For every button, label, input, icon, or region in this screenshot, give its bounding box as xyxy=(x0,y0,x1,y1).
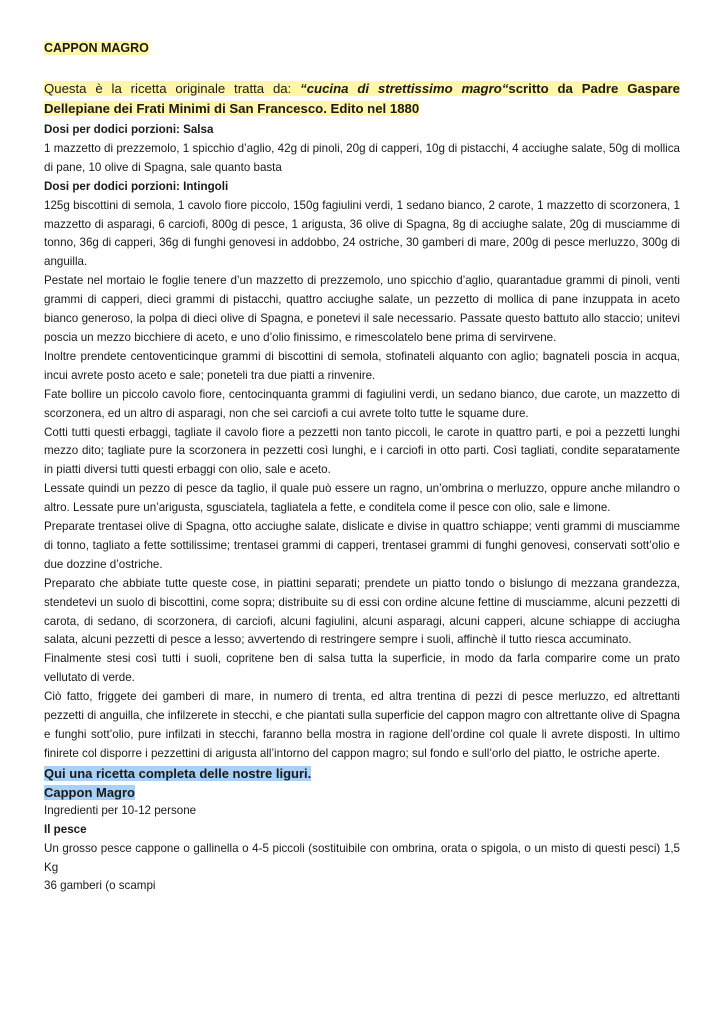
recipe-paragraph: Finalmente stesi così tutti i suoli, copritene ben di salsa tutta la superficie, in modo da farla comparire come un prato vellutato di verde. xyxy=(44,652,680,685)
recipe-paragraph: Ciò fatto, friggete dei gamberi di mare, in numero di trenta, ed altra trentina di pezzi di pesce merluzzo, ed altrettanti pezzetti di anguilla, che infilzerete in stecchi, e che piantati sulla superficie del cappon magro con altrettante olive di Spagna e funghi sott’olio, pure infilzati in stecchi, faranno bella mostra in ragione dell’ordine col quale li avrete disposti. In ultimo finirete col disporre i pezzettini di arigusta all’intorno del cappon magro; sul fondo e sull’orlo del piatto, le ostriche aperte. xyxy=(44,690,680,760)
intro-lead: Questa è la ricetta originale tratta da: xyxy=(44,81,301,96)
intro-paragraph xyxy=(44,79,680,119)
document-page xyxy=(44,40,680,896)
servings-line: Ingredienti per 10-12 persone xyxy=(44,803,197,817)
recipe-paragraph: Pestate nel mortaio le foglie tenere d’un mazzetto di prezzemolo, uno spicchio d’aglio, quarantadue grammi di pinoli, venti grammi di capperi, dieci grammi di pistacchi, quattro acciughe salate, un pezzetto di mollica di pane inzuppata in aceto bianco generoso, la polpa di dieci olive di Spagna, e ponetevi il sale necessario. Passate questo battuto allo staccio; unitevi poscia un mezzo bicchiere di aceto, e uno d’olio finissimo, e rimescolatelo bene prima di servirvene. xyxy=(44,274,680,344)
full-recipe-link[interactable]: Qui una ricetta completa delle nostre liguri. xyxy=(44,765,312,781)
recipe-paragraph: Lessate quindi un pezzo di pesce da taglio, il quale può essere un ragno, un’ombrina o merluzzo, oppure anche milandro o altro. Lessate pure un’arigusta, sgusciatela, tagliatela a fette, e conditela come il pesce con olio, sale e limone. xyxy=(44,482,680,515)
intro-rest: scritto da Padre Gaspare Dellepiane dei Frati Minimi di San Francesco. Edito nel 1880 xyxy=(44,81,680,116)
recipe-paragraph: Preparato che abbiate tutte queste cose, in piattini separati; prendete un piatto tondo o bislungo di mezzana grandezza, stendetevi un suolo di biscottini, come sopra; distribuite su di essi con ordine alcune fettine di musciamme, alcuni pezzetti di carota, di sedano, di scorzonera, di carciofi, alcuni fagiulini, alcuni asparagi, alcuni capperi, alcune schiappe di acciugha salata, alcuni pezzetti di pesce a lesso; avvertendo di restringere sempre i suoli, affinchè il tutto riesca accuminato. xyxy=(44,576,680,647)
title-text: CAPPON MAGRO xyxy=(44,41,149,55)
intro-highlight xyxy=(44,81,680,116)
recipe-paragraph: Fate bollire un piccolo cavolo fiore, centocinquanta grammi di fagiulini verdi, un sedano bianco, due carote, un mazzetto di scorzonera, ed un altro di asparagi, non che sei carciofi a cui avrete tolto tutte le squame dure. xyxy=(44,387,680,420)
document-title xyxy=(44,40,680,57)
recipe-paragraph: Preparate trentasei olive di Spagna, otto acciughe salate, dislicate e divise in quattro schiappe; venti grammi di musciamme di tonno, tagliato a fette sottilissime; trentasei grammi di capperi, trentasei grammi di funghi genovesi, conservati sott’olio e due dozzine d’ostriche. xyxy=(44,520,680,571)
recipe-paragraph: Cotti tutti questi erbaggi, tagliate il cavolo fiore a pezzetti non tanto piccoli, le carote in quattro parti, e poi a pezzetti lunghi mezzo dito; tagliate pure la scorzonera in pezzetti così lunghi, e i carciofi in otto parti. Così tagliati, condite separatamente in piatti diversi tutti questi erbaggi con olio, sale e aceto. xyxy=(44,425,680,477)
intro-source-title: “cucina di strettissimo magro“ xyxy=(300,81,509,96)
salsa-heading: Dosi per dodici porzioni: Salsa xyxy=(44,123,214,136)
pesce-heading: Il pesce xyxy=(44,822,87,836)
section-title xyxy=(44,783,680,802)
full-recipe-line xyxy=(44,764,680,783)
salsa-ingredients: 1 mazzetto di prezzemolo, 1 spicchio d’aglio, 42g di pinoli, 20g di capperi, 10g di pistacchi, 4 acciughe salate, 50g di mollica di pane, 10 olive di Spagna, sale quanto basta xyxy=(44,141,680,174)
section-title-text: Cappon Magro xyxy=(44,784,135,800)
intingoli-ingredients: 125g biscottini di semola, 1 cavolo fiore piccolo, 150g fagiulini verdi, 1 sedano bianco, 2 carote, 1 mazzetto di scorzonera, 1 mazzetto di asparagi, 6 carciofi, 800g di pesce, 1 arigusta, 36 olive di Spagna, 8g di acciughe salate, 20g di musciamme di tonno, 36g di capperi, 36g di funghi genovesi in addobbo, 24 ostriche, 30 gamberi di mare, 200g di pesce merluzzo, 300g di anguilla. xyxy=(44,198,680,269)
recipe-paragraph: Inoltre prendete centoventicinque grammi di biscottini di semola, stofinateli alquanto con aglio; bagnateli poscia in acqua, incui avrete posto aceto e sale; poneteli tra due piatti a rinvenire. xyxy=(44,349,680,382)
pesce-ingredient: Un grosso pesce cappone o gallinella o 4-5 piccoli (sostituibile con ombrina, orata o spigola, o un misto di questi pesci) 1,5 Kg xyxy=(44,841,680,874)
intingoli-heading: Dosi per dodici porzioni: Intingoli xyxy=(44,179,229,193)
gamberi-ingredient: 36 gamberi (o scampi xyxy=(44,879,156,893)
